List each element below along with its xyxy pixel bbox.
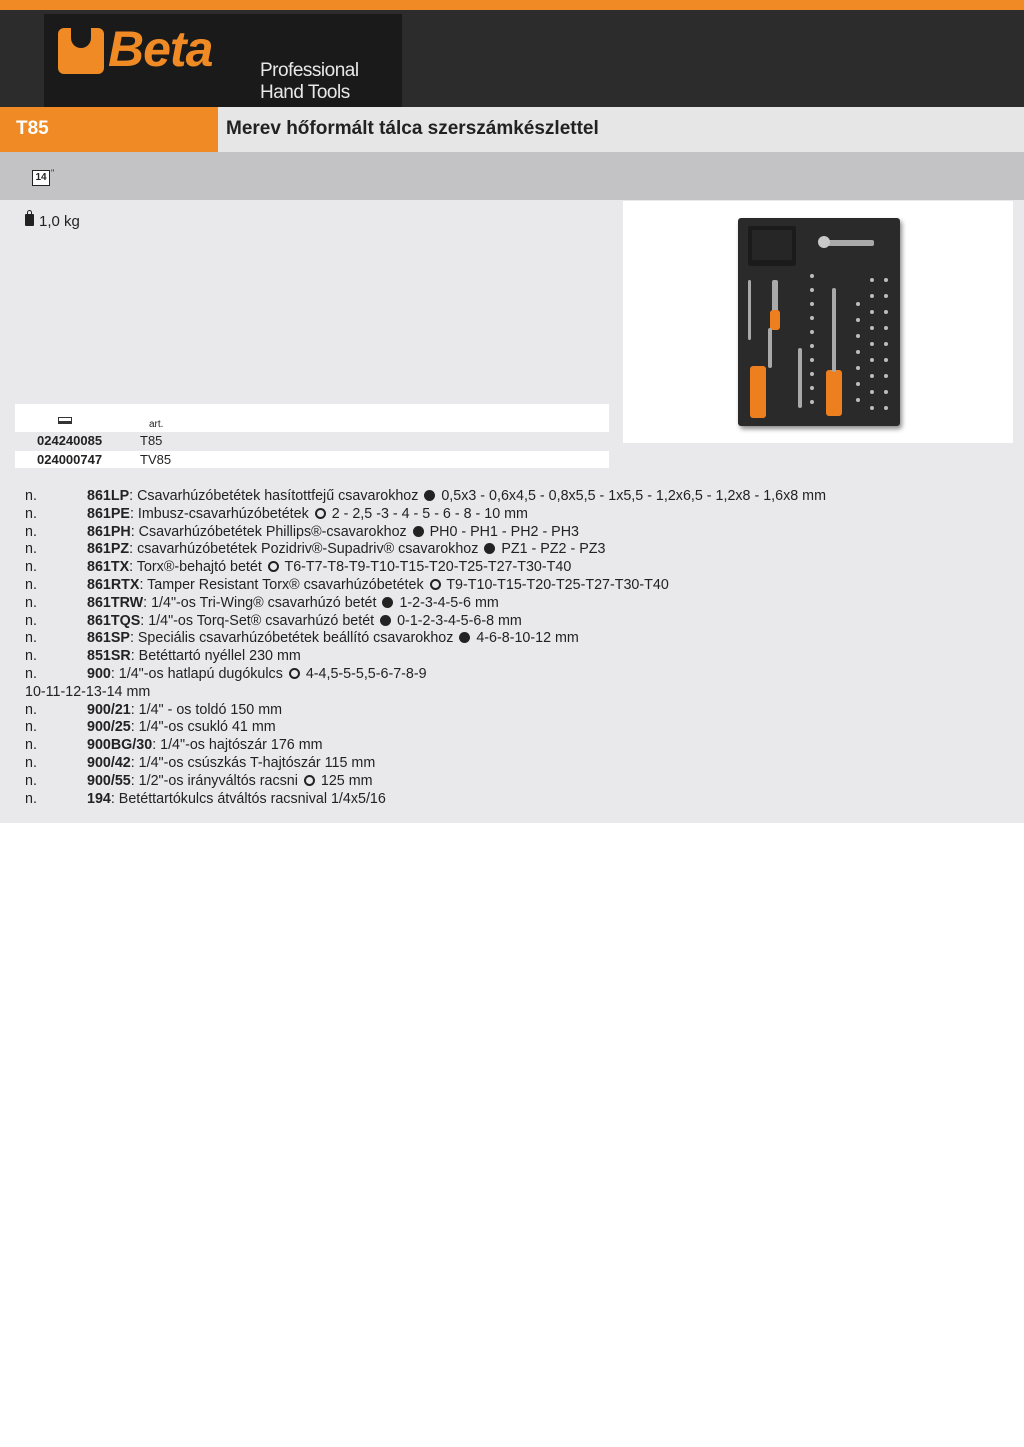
quantity-label: n. (25, 576, 37, 593)
item-description: 194: Betéttartókulcs átváltós racsnival 1/4x5/16 (87, 790, 386, 807)
item-description: 861PH: Csavarhúzóbetétek Phillips®-csavarokhoz PH0 - PH1 - PH2 - PH3 (87, 523, 579, 540)
item-code: 861PZ (87, 541, 130, 558)
item-code: 900/55 (87, 772, 131, 789)
article-code: 024000747 (37, 452, 103, 467)
weight-icon (25, 214, 34, 226)
list-item (25, 755, 1005, 773)
list-item-continuation: 10-11-12-13-14 mm (25, 683, 151, 700)
quantity-label: n. (25, 648, 37, 665)
item-code: 861LP (87, 488, 130, 504)
article-header-label: art. (149, 419, 164, 430)
item-code: 861PE (87, 505, 130, 522)
item-description: 900/25: 1/4"-os csukló 41 mm (87, 719, 276, 736)
quantity-label: n. (25, 559, 37, 576)
item-code: 861TQS (87, 612, 141, 629)
article-table-header (15, 404, 609, 432)
item-description: 861PZ: csavarhúzóbetétek Pozidriv®-Supadriv® csavarokhoz PZ1 - PZ2 - PZ3 (87, 541, 606, 558)
item-code: 861RTX (87, 576, 140, 593)
item-code: 900 (87, 665, 111, 682)
list-item (25, 737, 1005, 755)
quantity-label: n. (25, 665, 37, 682)
quantity-label: n. (25, 612, 37, 629)
item-description: 900: 1/4"-os hatlapú dugókulcs 4-4,5-5-5,5-6-7-8-9 (87, 665, 427, 682)
table-row (15, 432, 609, 449)
screw-type-icon (304, 775, 315, 786)
list-item (25, 506, 1005, 524)
quantity-label: n. (25, 790, 37, 807)
screw-type-icon (459, 632, 470, 643)
wrench-logo-icon (58, 28, 104, 74)
list-item (25, 791, 1005, 809)
quantity-label: n. (25, 701, 37, 718)
item-code: 900/25 (87, 719, 131, 736)
product-code-box (0, 107, 218, 152)
contents-list (25, 488, 1005, 808)
list-item (25, 684, 1005, 702)
quantity-label: n. (25, 541, 37, 558)
item-code: 900BG/30 (87, 737, 153, 754)
quantity-label: n. (25, 505, 37, 522)
item-code: 861PH (87, 523, 131, 540)
item-description: 861LP: Csavarhúzóbetétek hasítottfejű csavarokhoz 0,5x3 - 0,6x4,5 - 0,8x5,5 - 1x5,5 - 1,2x6,5 - 1,2x8 - 1,6x8 mm (87, 488, 826, 504)
list-item (25, 613, 1005, 631)
item-description: 900/42: 1/4"-os csúszkás T-hajtószár 115 mm (87, 754, 376, 771)
drive-size-band (0, 152, 1024, 200)
article-code: 024240085 (37, 433, 103, 448)
item-code: 861SP (87, 630, 130, 647)
top-accent-stripe (0, 0, 1024, 10)
list-item (25, 630, 1005, 648)
list-item (25, 666, 1005, 684)
item-description: 861TQS: 1/4"-os Torq-Set® csavarhúzó betét 0-1-2-3-4-5-6-8 mm (87, 612, 522, 629)
screw-type-icon (413, 526, 424, 537)
screw-type-icon (289, 668, 300, 679)
item-code: 900/42 (87, 754, 131, 771)
item-description: 861PE: Imbusz-csavarhúzóbetétek 2 - 2,5 -3 - 4 - 5 - 6 - 8 - 10 mm (87, 505, 528, 522)
quantity-label: n. (25, 754, 37, 771)
screw-type-icon (430, 579, 441, 590)
screw-type-icon (315, 508, 326, 519)
article-name: TV85 (140, 452, 172, 467)
item-code: 861TRW (87, 594, 144, 611)
product-title: Merev hőformált tálca szerszámkészlettel (226, 118, 599, 139)
quantity-label: n. (25, 523, 37, 540)
weight-value: 1,0 kg (39, 213, 80, 230)
quantity-label: n. (25, 488, 37, 504)
item-description: 861TRW: 1/4"-os Tri-Wing® csavarhúzó betét 1-2-3-4-5-6 mm (87, 594, 499, 611)
item-code: 861TX (87, 559, 130, 576)
quantity-label: n. (25, 594, 37, 611)
product-tray-image (738, 218, 900, 426)
item-description: 900/21: 1/4" - os toldó 150 mm (87, 701, 283, 718)
drive-size-sup: " (51, 168, 55, 178)
item-description: 900/55: 1/2"-os irányváltós racsni 125 mm (87, 772, 373, 789)
brand-name: Beta (108, 21, 213, 77)
screw-type-icon (382, 597, 393, 608)
article-name: T85 (140, 433, 163, 448)
list-item (25, 719, 1005, 737)
drive-size-icon: 14 (32, 170, 50, 186)
brand-tagline: Professional Hand Tools (260, 60, 359, 103)
barcode-icon (58, 417, 72, 424)
screw-type-icon (424, 490, 435, 501)
item-code: 900/21 (87, 701, 131, 718)
item-code: 194 (87, 790, 111, 807)
list-item (25, 595, 1005, 613)
screw-type-icon (268, 561, 279, 572)
quantity-label: n. (25, 630, 37, 647)
item-description: 900BG/30: 1/4"-os hajtószár 176 mm (87, 737, 323, 754)
list-item (25, 648, 1005, 666)
product-code: T85 (16, 118, 49, 139)
list-item (25, 559, 1005, 577)
brand-header (0, 10, 1024, 107)
item-description: 861TX: Torx®-behajtó betét T6-T7-T8-T9-T10-T15-T20-T25-T27-T30-T40 (87, 559, 572, 576)
item-code: 851SR (87, 648, 131, 665)
screw-type-icon (484, 543, 495, 554)
quantity-label: n. (25, 719, 37, 736)
item-description: 861SP: Speciális csavarhúzóbetétek beállító csavarokhoz 4-6-8-10-12 mm (87, 630, 579, 647)
list-item (25, 702, 1005, 720)
list-item (25, 773, 1005, 791)
list-item (25, 577, 1005, 595)
screw-type-icon (380, 615, 391, 626)
item-description: 861RTX: Tamper Resistant Torx® csavarhúzóbetétek T9-T10-T15-T20-T25-T27-T30-T40 (87, 576, 669, 593)
brand-logo (44, 14, 402, 107)
item-description: 851SR: Betéttartó nyéllel 230 mm (87, 648, 301, 665)
quantity-label: n. (25, 737, 37, 754)
quantity-label: n. (25, 772, 37, 789)
table-row (15, 451, 609, 468)
list-item (25, 541, 1005, 559)
list-item (25, 488, 1005, 506)
list-item (25, 524, 1005, 542)
